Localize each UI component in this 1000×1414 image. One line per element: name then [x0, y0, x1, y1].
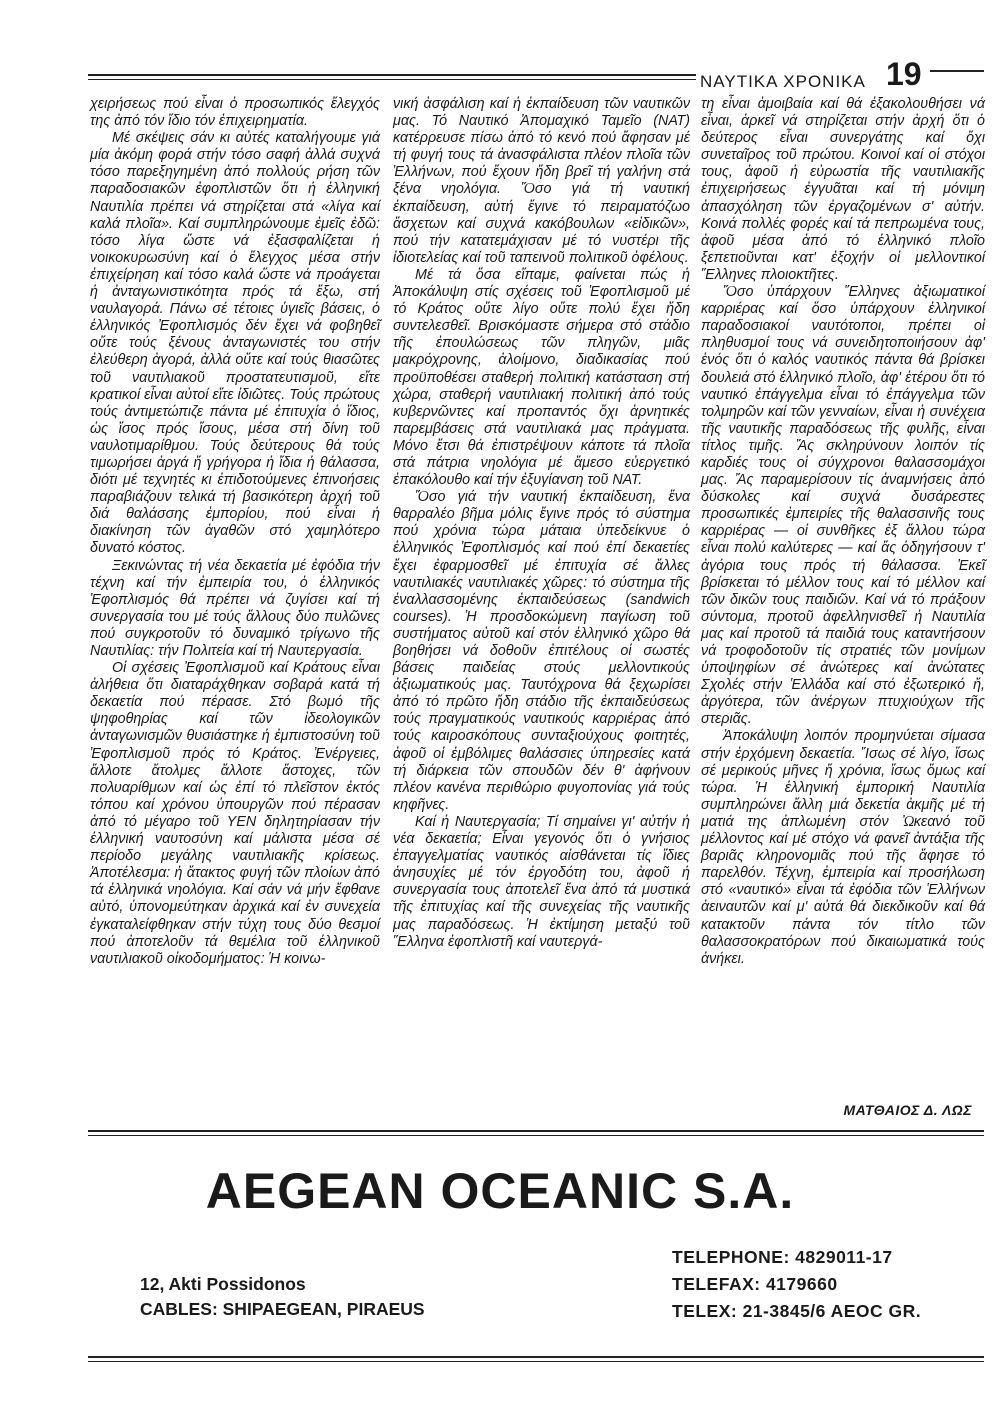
article-author: ΜΑΤΘΑΙΟΣ Δ. ΛΩΣ — [843, 1102, 972, 1118]
paragraph: Ὅσο γιά τήν ναυτική ἐκπαίδευση, ἕνα θαρραλέο βῆμα μόλις ἔγινε πρός τό σύστημα πού χρόνια τώρα μάταια ὑπεδείκνυε ὁ ἑλληνικός Ἐφοπλισμός καί πού ἐπί δεκαετίες ἔχει ἐφαρμοσθεῖ μέ ἐπιτυχία σέ ἄλλες ναυτιλιακές ναυτιλιακές χῶρες: τό σύστημα τῆς ἐναλλασσομένης ἐκπαιδεύσεως (sandwich courses). Ἡ προσδοκώμενη παγίωση τοῦ συστήματος αὐτοῦ καί στόν ἑλληνικό χῶρο θά βοηθήσει νά δοθοῦν ἐπιτέλους οἱ σωστές βάσεις παιδείας στούς μελλοντικούς ἀξιωματικούς μας. Ταυτόχρονα θά ξεχωρίσει ἀπό τό πρῶτο ἤδη στάδιο τῆς ἐκπαιδεύσεως τούς πραγματικούς ναυτικούς καρριέρας ἀπό τούς καιροσκόπους συνταξιούχους φοιτητές, ἀφοῦ οἱ ἐμβόλιμες θαλάσσιες ὑπηρεσίες κατά τή διάρκεια τῶν σπουδῶν δέν θ' ἀφήνουν πλέον κανένα περιθώριο φυγοπονίας γιά τούς κηφῆνες. — [393, 489, 690, 813]
paragraph: Καί ἡ Ναυτεργασία; Τί σημαίνει γι' αὐτήν ἡ νέα δεκαετία; Εἶναι γεγονός ὅτι ὁ γνήσιος ἐπαγγελματίας ναυτικός αἰσθάνεται τίς ἴδιες ἀνησυχίες μέ τόν ἐργοδότη του, ἀφοῦ ἡ συνεργασία τους ἀποτελεῖ ἕνα ἀπό τά μυστικά τῆς ἐπιτυχίας καί τῆς συνεχείας τῆς ναυτικῆς μας παραδόσεως. Ἡ ἐκτίμηση μεταξύ τοῦ Ἕλληνα ἐφοπλιστῆ καί ναυτεργά- — [393, 813, 690, 950]
paragraph: Ὅσο ὑπάρχουν Ἕλληνες ἀξιωματικοί καρριέρας καί ὅσο ὑπάρχουν ἑλληνικοί παραδοσιακοί ναυτότοποι, πρέπει οἱ πληθυσμοί τους νά συνειδητοποιήσουν ἀφ' ἑνός ὅτι ὁ καλός ναυτικός πάντα θά βρίσκει δουλειά στό ἑλληνικό πλοῖο, ἀφ' ἑτέρου ὅτι τό ναυτικό ἐπάγγελμα εἶναι τό ἐπάγγελμα τῶν τολμηρῶν καί τῶν γενναίων, εἶναι ἡ συνέχεια τῆς ναυτικῆς παραδόσεως τῆς φυλῆς, εἶναι τίτλος τιμῆς. Ἄς σκληρύνουν λοιπόν τίς καρδιές τους οἱ σύγχρονοι θαλασσομάχοι μας. Ἄς παραμερίσουν τίς ἀναμνήσεις ἀπό δύσκολες καί συχνά δυσάρεστες προσωπικές ἐμπειρίες τῆς θαλασσινῆς τους καρριέρας — οἱ συνθῆκες ἐξ ἄλλου τώρα εἶναι πολύ καλύτερες — καί ἄς ὁδηγήσουν τ' ἀγόρια τους πρός τή θάλασσα. Ἐκεῖ βρίσκεται τό μέλλον τους καί τό μέλλον καί τῶν δικῶν τους παιδιῶν. Καί νά τό πράξουν σύντομα, προτοῦ ἀφελληνισθεῖ ἡ Ναυτιλία μας καί προτοῦ τά παιδιά τους καταντήσουν νά τροφοδοτοῦν τίς στρατιές τῶν μονίμων ὑποψηφίων σέ ἀνώτερες καί ἀνώτατες Σχολές στήν Ἑλλάδα καί στό ἐξωτερικό ἤ, ἀργότερα, τῶν ἀνέργων πτυχιούχων τῆς στεριᾶς. — [701, 284, 985, 728]
ad-rule-top-2 — [88, 1135, 984, 1136]
ad-rule-bottom-1 — [88, 1356, 984, 1358]
paragraph: τη εἶναι ἀμοιβαία καί θά ἐξακολουθήσει νά εἶναι, ἀρκεῖ νά στηρίζεται στήν ἀρχή ὅτι ὁ δεύτερος εἶναι συνεργάτης καί ὄχι συνεταῖρος τοῦ πρώτου. Κοινοί καί οἱ στόχοι τους, ἀφοῦ ἡ εὐρωστία τῆς ναυτιλιακῆς ἐπιχειρήσεως ἐγγυᾶται καί τή μόνιμη ἀπασχόληση τῶν ἐργαζομένων σ' αὐτήν. Κοινά πολλές φορές καί τά πεπρωμένα τους, ἀφοῦ μέσα ἀπό τό ἑλληνικό πλοῖο ξεπετιοῦνται κατ' ἐξοχήν οἱ μελλοντικοί Ἕλληνες πλοιοκτῆτες. — [701, 96, 985, 283]
paragraph: Μέ σκέψεις σάν κι αὐτές καταλήγουμε γιά μία ἀκόμη φορά στήν τόσο σαφή ἀλλά συχνά τόσο παρεξηγημένη ἀπό πολλούς ρήση τῶν παραδοσιακῶν ἐφοπλιστῶν ὅτι ἡ ἑλληνική Ναυτιλία πρέπει νά στηρίζεται στά «λίγα καί καλά πλοῖα». Καί συμπληρώνουμε ἐμεῖς ἐδῶ: τόσο λίγα ὥστε νά ἐξασφαλίζεται ἡ νοικοκυρωσύνη καί ὁ ἔλεγχος μέσα στήν ἐπιχείρηση καί τόσο καλά ὥστε νά προάγεται ἡ ἀνταγωνιστικότητα πρός τά ἔξω, στή ναυλαγορά. Πάνω σέ τέτοιες ὑγιεῖς βάσεις, ὁ ἑλληνικός Ἐφοπλισμός δέν ἔχει νά φοβηθεῖ οὔτε τούς ξένους ἀνταγωνιστές του στήν ἐλεύθερη ἀγορά, ἀλλά οὔτε καί τούς θιασῶτες τοῦ ναυτιλιακοῦ προστατευτισμοῦ, εἴτε κρατικοί εἶναι αὐτοί εἴτε ἰδιῶτες. Τούς πρώτους τούς ἀντιμετώπιζε πάντα μέ ἐπιτυχία ὁ ἴδιος, ὡς ἴσος πρός ἴσους, μέσα στή δίνη τοῦ ναυλοτιμαρίθμου. Τούς δεύτερους θά τούς τιμωρήσει ἀργά ἤ γρήγορα ἡ ἴδια ἡ θάλασσα, διότι μέ τεχνητές κι ἐπιδοτούμενες ἐπινοήσεις παραβιάζουν τελικά τή βασικότερη ἀρχή τοῦ διά θαλάσσης ἐμπορίου, πού εἶναι ἡ διακίνηση τῶν ἀγαθῶν στό χαμηλότερο δυνατό κόστος. — [90, 130, 380, 557]
ad-rule-bottom-2 — [88, 1361, 984, 1362]
paragraph: χειρήσεως πού εἶναι ὁ προσωπικός ἔλεγχός της ἀπό τόν ἴδιο τόν ἐπιχειρηματία. — [90, 96, 380, 130]
article-column-1 — [90, 96, 380, 968]
magazine-title: ΝΑΥΤΙΚΑ ΧΡΟΝΙΚΑ — [700, 72, 866, 91]
header-rule-bottom — [88, 79, 696, 80]
ad-telefax: TELEFAX: 4179660 — [672, 1274, 838, 1294]
header-rule-right — [930, 70, 984, 72]
ad-telephone: TELEPHONE: 4829011-17 — [672, 1247, 893, 1267]
header-rule-top — [88, 74, 696, 76]
ad-address: 12, Akti Possidonos — [140, 1274, 306, 1294]
paragraph: Μέ τά ὅσα εἴπαμε, φαίνεται πώς ἡ Ἀποκάλυψη στίς σχέσεις τοῦ Ἐφοπλισμοῦ μέ τό Κράτος οὔτε λίγο οὔτε πολύ ἔχει ἤδη συντελεσθεῖ. Βρισκόμαστε σήμερα στό στάδιο τῆς ἐπουλώσεως τῶν πληγῶν, μιᾶς μακρόχρονης, ἀλοίμονο, διαδικασίας πού προϋποθέσει σταθερή πολιτική κατάσταση στή χώρα, σταθερή ναυτιλιακή πολιτική ἀπό τούς κυβερνῶντες καί προπαντός ὄχι ἀρνητικές παρεμβάσεις στά ναυτιλιακά μας πράγματα. Μόνο ἔτσι θά ἐπιστρέψουν κάποτε τά πλοῖα στά πάτρια νηολόγια μέ ἄμεσο εὐεργετικό ἐπακόλουθο καί τήν ἐξυγίανση τοῦ ΝΑΤ. — [393, 266, 690, 489]
ad-rule-top-1 — [88, 1130, 984, 1132]
paragraph: Οἱ σχέσεις Ἐφοπλισμοῦ καί Κράτους εἶναι ἀλήθεια ὅτι διαταράχθηκαν σοβαρά κατά τή δεκαετία πού πέρασε. Στό βωμό τῆς ψηφοθηρίας καί τῶν ἰδεολογικῶν ἀνταγωνισμῶν θυσιάστηκε ἡ ἐμπιστοσύνη τοῦ Ἐφοπλισμοῦ πρός τό Κράτος. Ἐνέργειες, ἄλλοτε ἄτολμες ἄλλοτε ἄστοχες, τῶν πολυαρίθμων καί ὡς ἐπί τό πλεῖστον ἐκτός τόπου καί χρόνου ὑπουργῶν πού πέρασαν ἀπό τό μέγαρο τοῦ ΥΕΝ δηλητηρίασαν τήν ἑλληνική ναυτοσύνη καί μάλιστα μέσα σέ περίοδο μεγάλης ναυτιλιακῆς κρίσεως. Ἀποτέλεσμα: ἡ ἄτακτος φυγή τῶν πλοίων ἀπό τά ἑλληνικά νηολόγια. Καί σάν νά μήν ἔφθανε αὐτό, ὑπονομεύτηκαν ἀρχικά καί ἐν συνεχεία ἐγκαταλείφθηκαν στήν τύχη τους δύο θεσμοί πού ἀποτελοῦν τά θεμέλια τοῦ ἑλληνικοῦ ναυτιλιακοῦ οἰκοδομήματος: Ἡ κοινω- — [90, 660, 380, 967]
page-number: 19 — [886, 56, 922, 92]
ad-cables: CABLES: SHIPAEGEAN, PIRAEUS — [140, 1299, 425, 1319]
article-column-3 — [701, 96, 985, 968]
paragraph: νική ἀσφάλιση καί ἡ ἐκπαίδευση τῶν ναυτικῶν μας. Τό Ναυτικό Ἀπομαχικό Ταμεῖο (ΝΑΤ) κατέρρευσε πίσω ἀπό τό κενό πού ἄφησαν μέ τή φυγή τους τά ἀνασφάλιστα πλέον πλοῖα τῶν Ἑλλήνων, πού ἔχουν ἤδη βρεῖ τή γαλήνη στά ξένα νηολόγια. Ὅσο γιά τή ναυτική ἐκπαίδευση, αὐτή ἔγινε τό πειραματόζωο ἄσχετων καί συχνά κακόβουλων «εἰδικῶν», πού τήν κατατεμάχισαν μέ τό νυστέρι τῆς ἰδιοτελείας καί τοῦ ταπεινοῦ πολιτικοῦ ὀφέλους. — [393, 96, 690, 266]
ad-telex: TELEX: 21-3845/6 AEOC GR. — [672, 1301, 922, 1321]
paragraph: Ἀποκάλυψη λοιπόν προμηνύεται σίμασα στήν ἐρχόμενη δεκαετία. Ἴσως σέ λίγο, ἴσως σέ μερικούς μῆνες ἤ χρόνια, ἴσως ὅμως καί τώρα. Ἡ ἑλληνική ἐμπορική Ναυτιλία συμπληρώνει ἄλλη μιά δεκετία ἀκμῆς μέ τή ματιά της ἀπλωμένη στόν Ὠκεανό τοῦ μέλλοντος καί μέ στόχο νά φανεῖ ἀντάξια τῆς βαριᾶς κληρονομιᾶς πού τῆς ἄφησε τό παρελθόν. Τέχνη, ἐμπειρία καί προσήλωση στό «ναυτικό» εἶναι τά ἐφόδια τῶν Ἑλλήνων ἀειναυτῶν καί μ' αὐτά θά διεκδικοῦν καί θά κατακτοῦν πάντα τόν τίτλο τῶν θαλασσοκρατόρων πού δικαιωματικά τούς ἀνήκει. — [701, 728, 985, 967]
paragraph: Ξεκινώντας τή νέα δεκαετία μέ ἐφόδια τήν τέχνη καί τήν ἐμπειρία του, ὁ ἑλληνικός Ἐφοπλισμός θά πρέπει νά ζυγίσει καί τή συνεργασία του μέ τούς ἄλλους δύο πυλῶνες πού συγκροτοῦν τό δυναμικό τρίγωνο τῆς Ναυτιλίας: τήν Πολιτεία καί τή Ναυτεργασία. — [90, 557, 380, 659]
ad-address-block — [140, 1272, 425, 1322]
article-column-2 — [393, 96, 690, 951]
ad-contact-block — [672, 1244, 921, 1325]
ad-company-name: AEGEAN OCEANIC S.A. — [205, 1163, 795, 1219]
